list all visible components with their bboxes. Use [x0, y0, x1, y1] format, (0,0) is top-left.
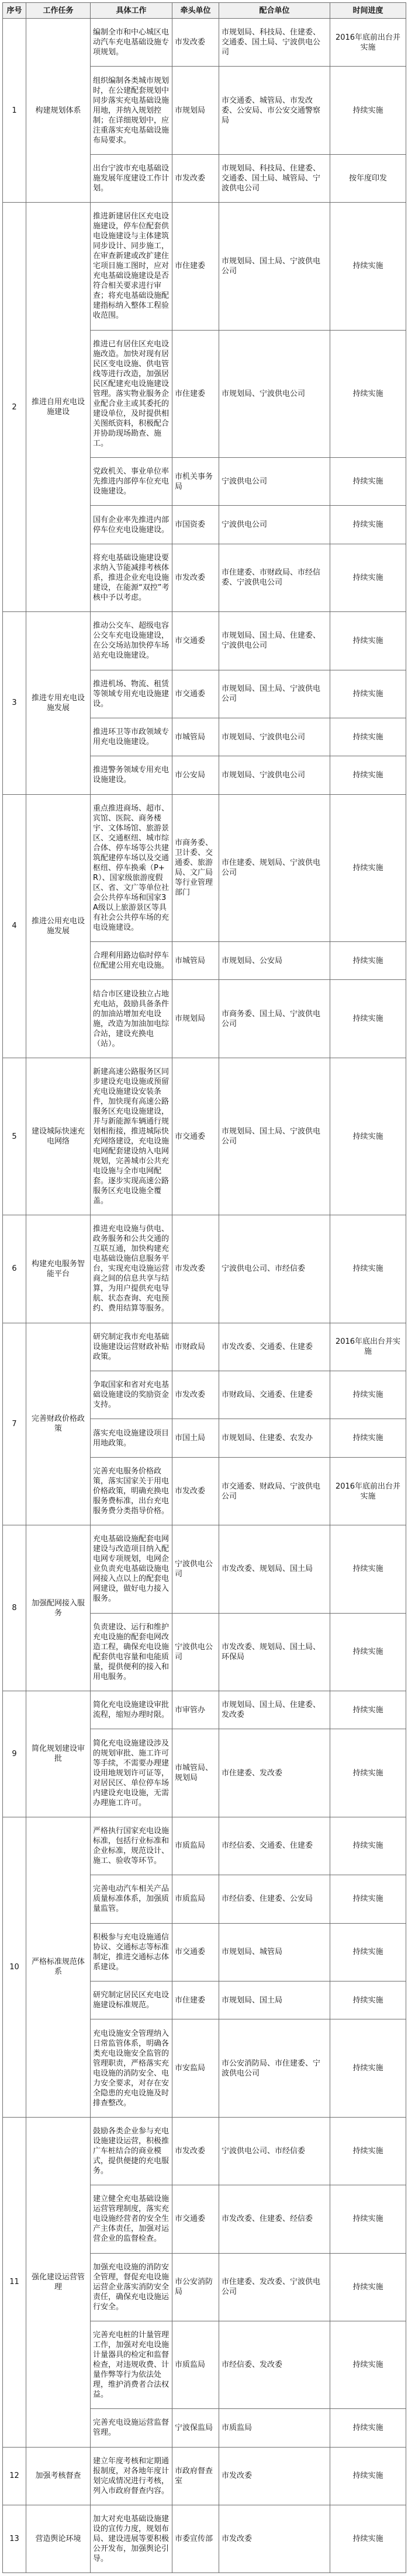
task-detail: 推进警务领域专用充电设施建设。 [91, 756, 172, 794]
task-detail: 推进充电设施与供电、政务服务和公共交通的互联互通，加快构建充电基础设施信息服务平台，实现充电设施运营商之间的信息共享与结算，为用户提供充电导航、状态查询、充电预约、费用结算等服务。 [91, 1215, 172, 1323]
time-progress: 持续实施 [330, 718, 406, 756]
time-progress: 2016年底前出台并实施 [330, 19, 406, 67]
cooperating-units: 市规划局、国土局、宁波供电公司 [219, 670, 330, 718]
task-detail: 简化充电设施建设涉及的规划审批、施工许可等手续，不需要办理建设用地规划许可证等，对居民区、单位停车场内建设充电设施，无需办理施工许可。 [91, 1729, 172, 1817]
cooperating-units: 市规划局、国土局、住建委、发改委 [219, 1691, 330, 1729]
cooperating-units: 市发改委、规划局、国土局 [219, 1525, 330, 1613]
table-row [3, 2117, 406, 2185]
lead-unit: 市交通委 [172, 670, 219, 718]
task-detail: 充电设施安全管理纳入日常监管体系，明确各类充电设施安全监管的管理职责，严格落实充电设施的消防安全、电力安全要求，对存在安全隐患的充电设施及时排查整改。 [91, 2019, 172, 2117]
row-number: 2 [3, 203, 26, 612]
task-detail: 推进新建居住区充电设施建设，停车位配套供电设施建设与主体建筑同步设计、同步施工，在审查新建或改扩建住宅项目施工图时，应对充电基础设施建设是否符合相关要求进行审查；将充电基础设施配建指标纳入整体工程验收范围。 [91, 203, 172, 330]
task-name: 加强考核督查 [26, 2447, 91, 2505]
task-detail: 重点推进商场、超市、宾馆、医院、商务楼宇、文体场馆、旅游景区、交通枢纽、城市综合体、停车场等公共建筑配建停车场以及交通枢纽、停车换乘（P+R）、国家级旅游度假区、省、文广等单位社会公共停车场和国家3A级以上旅游景区等具有社会公共停车场的充电设施建设。 [91, 794, 172, 941]
lead-unit: 市机关事务局 [172, 457, 219, 505]
lead-unit: 市城管局、规划局 [172, 1729, 219, 1817]
cooperating-units: 市规划局、宁波供电公司 [219, 330, 330, 457]
cooperating-units: 宁波供电公司、市经信委 [219, 1215, 330, 1323]
task-table [2, 2, 406, 2573]
cooperating-units: 市发改委、住建委、经信委 [219, 2185, 330, 2253]
time-progress: 持续实施 [330, 794, 406, 941]
header-name: 工作任务 [26, 3, 91, 19]
header-coop: 配合单位 [219, 3, 330, 19]
lead-unit: 市交通委 [172, 612, 219, 670]
cooperating-units: 市公安消防局、市住建委、宁波供电公司 [219, 2019, 330, 2117]
task-detail: 建立年度考核和定期通报制度，对各地年度计划完成情况进行考核，列入市政府督查内容。 [91, 2447, 172, 2505]
cooperating-units: 市发改委 [219, 2447, 330, 2505]
row-number: 1 [3, 19, 26, 203]
header-time: 时间进度 [330, 3, 406, 19]
time-progress: 持续实施 [330, 1215, 406, 1323]
lead-unit: 市公安局 [172, 756, 219, 794]
task-detail: 完善充电桩的计量管理工作，加强对充电设施计量器具的检定和监督检查，对违规收费、计量作弊等行为依法处理，维护消费者合法权益。 [91, 2321, 172, 2408]
lead-unit: 市发改委 [172, 154, 219, 202]
time-progress: 持续实施 [330, 1875, 406, 1923]
lead-unit: 市交通委 [172, 2185, 219, 2253]
table-row [3, 612, 406, 670]
time-progress: 持续实施 [330, 942, 406, 980]
time-progress: 持续实施 [330, 203, 406, 330]
lead-unit: 宁波供电公司 [172, 1525, 219, 1613]
cooperating-units: 市住建委、规划局、宁波供电公司 [219, 794, 330, 941]
task-detail: 鼓励各类企业参与充电设施建设运营，积极推广车桩结合的商业模式，提供便捷的充电服务。 [91, 2117, 172, 2185]
cooperating-units: 宁波供电公司、市经信委 [219, 2117, 330, 2185]
cooperating-units: 市规划局、宁波供电公司 [219, 718, 330, 756]
cooperating-units: 市质监局 [219, 2409, 330, 2447]
lead-unit: 市住建委 [172, 1981, 219, 2019]
cooperating-units: 市规划局、国土局 [219, 1981, 330, 2019]
time-progress: 持续实施 [330, 1525, 406, 1613]
row-number: 4 [3, 794, 26, 1058]
row-number: 7 [3, 1323, 26, 1525]
task-detail: 结合市区建设独立占地充电站，鼓励具备条件的加油站增加充电设施，改造为加油加电综合站，建设充换电（站）。 [91, 980, 172, 1058]
time-progress: 持续实施 [330, 457, 406, 505]
cooperating-units: 市住建委、发改委、宁波供电公司 [219, 2253, 330, 2321]
cooperating-units: 市经信委、住建委、公安局 [219, 1875, 330, 1923]
header-lead: 牵头单位 [172, 3, 219, 19]
row-number: 5 [3, 1058, 26, 1215]
task-name: 推进自用充电设施建设 [26, 203, 91, 612]
task-name: 建设城际快速充电网络 [26, 1058, 91, 1215]
cooperating-units: 市住建委、市财政局、市经信委、宁波供电公司 [219, 544, 330, 611]
cooperating-units: 市规划局、国土局、住建委、宁波供电公司 [219, 612, 330, 670]
lead-unit: 市审管办 [172, 1691, 219, 1729]
table-row [3, 1525, 406, 1613]
time-progress: 持续实施 [330, 2117, 406, 2185]
lead-unit: 宁波保监局 [172, 2409, 219, 2447]
table-row [3, 2505, 406, 2573]
cooperating-units: 市财政局、交通委、住建委 [219, 1371, 330, 1419]
time-progress: 持续实施 [330, 1691, 406, 1729]
table-row [3, 1691, 406, 1729]
row-number: 13 [3, 2505, 26, 2573]
lead-unit: 市国资委 [172, 506, 219, 544]
task-detail: 出台宁波市充电基础设施发展年度建设工作计划。 [91, 154, 172, 202]
cooperating-units: 市商务委、国土局、宁波供电公司 [219, 980, 330, 1058]
task-detail: 推动公交车、超级电容公交车充电设施建设，在公交场站加快停车场站充电设施建设。 [91, 612, 172, 670]
task-name: 加强配网接入服务 [26, 1525, 91, 1691]
row-number: 6 [3, 1215, 26, 1323]
task-detail: 严格执行国家充电设施标准，包括行业标准和企业标准，规范设计、施工、验收等环节。 [91, 1817, 172, 1875]
time-progress: 按年度印发 [330, 154, 406, 202]
lead-unit: 市商务委、卫计委、交通委、旅游局、文广局等行业管理部门 [172, 794, 219, 941]
header-no: 序号 [3, 3, 26, 19]
cooperating-units: 市规划局、宁波供电公司 [219, 756, 330, 794]
time-progress: 2016年底出台并实施 [330, 1323, 406, 1371]
task-detail: 合理利用路边临时停车位配建公用充电设施。 [91, 942, 172, 980]
cooperating-units: 市经信委、交通委、住建委 [219, 1817, 330, 1875]
task-detail: 简化充电设施建设审批流程，缩短办理时限。 [91, 1691, 172, 1729]
task-detail: 充电基础设施配套电网建设与改造项目纳入配电网专项规划，电网企业负责充电基础设施电网接入点以上的配套电网建设，做好电力接入服务。 [91, 1525, 172, 1613]
task-detail: 党政机关、事业单位率先推进内部停车位充电设施建设。 [91, 457, 172, 505]
time-progress: 持续实施 [330, 612, 406, 670]
task-name: 推进公用充电设施发展 [26, 794, 91, 1058]
task-detail: 完善充电服务价格政策，落实国家关于用电价格政策，明确充换电服务费标准，出台充电服务费分类指导价格。 [91, 1457, 172, 1525]
task-name: 强化建设运营管理 [26, 2117, 91, 2447]
row-number: 3 [3, 612, 26, 795]
task-detail: 推进已有居住区充电设施改造。加快对现有居民区变电设施、供电管线等进行改造，加强居民区配建充电设施建设管理。落实物业服务企业配合业主或其委托的建设单位，及时提供相关图纸资料，积极配合并协助现场勘查、施工。 [91, 330, 172, 457]
lead-unit: 市政府督查室 [172, 2447, 219, 2505]
task-name: 严格标准规范体系 [26, 1817, 91, 2117]
time-progress: 持续实施 [330, 2321, 406, 2408]
lead-unit: 市发改委 [172, 1371, 219, 1419]
lead-unit: 市质监局 [172, 2321, 219, 2408]
task-detail: 将充电基础设施建设要求纳入节能减排考核体系，推进企业充电设施建设，在能源“双控”考核中予以考虑。 [91, 544, 172, 611]
time-progress: 持续实施 [330, 2185, 406, 2253]
time-progress: 持续实施 [330, 1981, 406, 2019]
task-name: 构建充电服务智能平台 [26, 1215, 91, 1323]
time-progress: 持续实施 [330, 544, 406, 611]
task-detail: 加强充电设施的消防安全管理，督促充电设施运营企业落实消防安全责任，确保充电设施运行安全。 [91, 2253, 172, 2321]
table-row [3, 2447, 406, 2505]
lead-unit: 市发改委 [172, 544, 219, 611]
task-detail: 负责建设、运行和维护充电设施的配套电网改造工程，确保充电设施配套供电容量和电能质量，提供便利的接入和用电服务。 [91, 1613, 172, 1691]
task-name: 构建规划体系 [26, 19, 91, 203]
time-progress: 持续实施 [330, 2019, 406, 2117]
cooperating-units: 市发改委 [219, 2505, 330, 2573]
lead-unit: 宁波供电公司 [172, 1613, 219, 1691]
row-number: 8 [3, 1525, 26, 1691]
cooperating-units: 市发改委、规划局、国土局、环保局 [219, 1613, 330, 1691]
task-detail: 研究制定我市充电基础设施建设运营财政补贴政策。 [91, 1323, 172, 1371]
time-progress: 持续实施 [330, 1058, 406, 1215]
cooperating-units: 市交通委、城管局、市发改委、公安局、市公安交通警察局 [219, 67, 330, 154]
time-progress: 持续实施 [330, 506, 406, 544]
lead-unit: 市公安消防局 [172, 2253, 219, 2321]
task-detail: 完善充电设施运营监督管理。 [91, 2409, 172, 2447]
table-body [3, 19, 406, 2573]
time-progress: 持续实施 [330, 67, 406, 154]
lead-unit: 市交通委 [172, 1923, 219, 1981]
time-progress: 持续实施 [330, 1419, 406, 1457]
time-progress: 持续实施 [330, 1817, 406, 1875]
cooperating-units: 市经信委、发改委 [219, 2321, 330, 2408]
lead-unit: 市城管局 [172, 942, 219, 980]
time-progress: 持续实施 [330, 1729, 406, 1817]
cooperating-units: 市住建委、发改委 [219, 1729, 330, 1817]
row-number: 10 [3, 1817, 26, 2117]
table-row [3, 1817, 406, 1875]
task-detail: 争取国家和省对充电基础设施建设的奖励资金支持。 [91, 1371, 172, 1419]
task-detail: 国有企业率先推进内部停车位充电设施建设。 [91, 506, 172, 544]
lead-unit: 市质监局 [172, 1817, 219, 1875]
lead-unit: 市规划局 [172, 67, 219, 154]
lead-unit: 市城管局 [172, 718, 219, 756]
task-detail: 加大对充电基础设施建设的宣传力度，规划布局、建设进展等要积极公开发布，加强舆论引导。 [91, 2505, 172, 2573]
time-progress: 持续实施 [330, 2505, 406, 2573]
cooperating-units: 市规划局、科技局、住建委、交通委、国土局、城管局、宁波供电公司 [219, 154, 330, 202]
task-name: 简化规划建设审批 [26, 1691, 91, 1817]
time-progress: 持续实施 [330, 756, 406, 794]
table-row [3, 794, 406, 941]
task-name: 推进专用充电设施发展 [26, 612, 91, 795]
cooperating-units: 市发改委、交通委、住建委 [219, 1323, 330, 1371]
lead-unit: 市发改委 [172, 19, 219, 67]
cooperating-units: 宁波供电公司 [219, 506, 330, 544]
table-row [3, 19, 406, 67]
lead-unit: 市发改委 [172, 1457, 219, 1525]
table-row [3, 203, 406, 330]
time-progress: 持续实施 [330, 670, 406, 718]
lead-unit: 市住建委 [172, 203, 219, 330]
time-progress: 持续实施 [330, 2447, 406, 2505]
cooperating-units: 市规划局、科技局、住建委、交通委、国土局、宁波供电公司 [219, 19, 330, 67]
time-progress: 持续实施 [330, 1923, 406, 1981]
cooperating-units: 市规划局、城管局 [219, 1923, 330, 1981]
task-detail: 完善电动汽车相关产品质量标准体系，加强质量监管。 [91, 1875, 172, 1923]
task-name: 营造舆论环境 [26, 2505, 91, 2573]
time-progress: 持续实施 [330, 2253, 406, 2321]
table-row [3, 1323, 406, 1371]
cooperating-units: 市规划局、国土局、宁波供电公司 [219, 203, 330, 330]
lead-unit: 市发改委 [172, 2117, 219, 2185]
table-row [3, 1058, 406, 1215]
lead-unit: 市安监局 [172, 2019, 219, 2117]
task-detail: 研究制定居民区充电设施建设标准规范。 [91, 1981, 172, 2019]
cooperating-units: 市规划局、国土局、宁波供电公司 [219, 1058, 330, 1215]
task-detail: 落实充电设施建设项目用地政策。 [91, 1419, 172, 1457]
lead-unit: 市国土局 [172, 1419, 219, 1457]
lead-unit: 市财政局 [172, 1323, 219, 1371]
time-progress: 持续实施 [330, 1613, 406, 1691]
table-row [3, 1215, 406, 1323]
time-progress: 持续实施 [330, 980, 406, 1058]
cooperating-units: 市规划局、公安局 [219, 942, 330, 980]
header-task: 具体工作 [91, 3, 172, 19]
cooperating-units: 市交通委、财政局、宁波供电公司 [219, 1457, 330, 1525]
task-name: 完善财政价格政策 [26, 1323, 91, 1525]
time-progress: 持续实施 [330, 1371, 406, 1419]
row-number: 11 [3, 2117, 26, 2447]
task-detail: 建立健全充电基础设施运营管理制度，落实充电设施经营者的安全生产主体责任，加强对运营企业的监督检查。 [91, 2185, 172, 2253]
task-detail: 推进机场、物流、租赁等领域专用充电设施建设。 [91, 670, 172, 718]
task-detail: 积极参与充电设施通信协议、交通标志等标准制定，推进交通标志体系建设。 [91, 1923, 172, 1981]
cooperating-units: 宁波供电公司 [219, 457, 330, 505]
lead-unit: 市发改委 [172, 1215, 219, 1323]
lead-unit: 市交通委 [172, 1058, 219, 1215]
row-number: 12 [3, 2447, 26, 2505]
task-detail: 编制全市和中心城区电动汽车充电基础设施专项规划。 [91, 19, 172, 67]
task-detail: 组织编制各类城市规划时，在公建配套规划中同步落实充电基础设施用地，并纳入规划控制；在详细规划中，应注重落实充电基础设施布局要求。 [91, 67, 172, 154]
lead-unit: 市住建委 [172, 330, 219, 457]
time-progress: 持续实施 [330, 330, 406, 457]
task-detail: 推进环卫等市政领域专用充电设施建设。 [91, 718, 172, 756]
lead-unit: 市质监局 [172, 1875, 219, 1923]
time-progress: 持续实施 [330, 2409, 406, 2447]
cooperating-units: 市规划局、住建委、农发办 [219, 1419, 330, 1457]
row-number: 9 [3, 1691, 26, 1817]
time-progress: 2016年底前出台并实施 [330, 1457, 406, 1525]
lead-unit: 市委宣传部 [172, 2505, 219, 2573]
lead-unit: 市规划局 [172, 980, 219, 1058]
header-row [3, 3, 406, 19]
task-detail: 新建高速公路服务区同步建设充电设施或预留充电设施建设安装条件，加快现有高速公路服务区充电设施建设，并与新能源车辆通行规划相衔接，推进城际快充网络建设，充电设施电网配套建设纳入电网规划，完善城市公共充电设施与全市电网配套。逐步实现高速公路服务区充电设施全覆盖。 [91, 1058, 172, 1215]
